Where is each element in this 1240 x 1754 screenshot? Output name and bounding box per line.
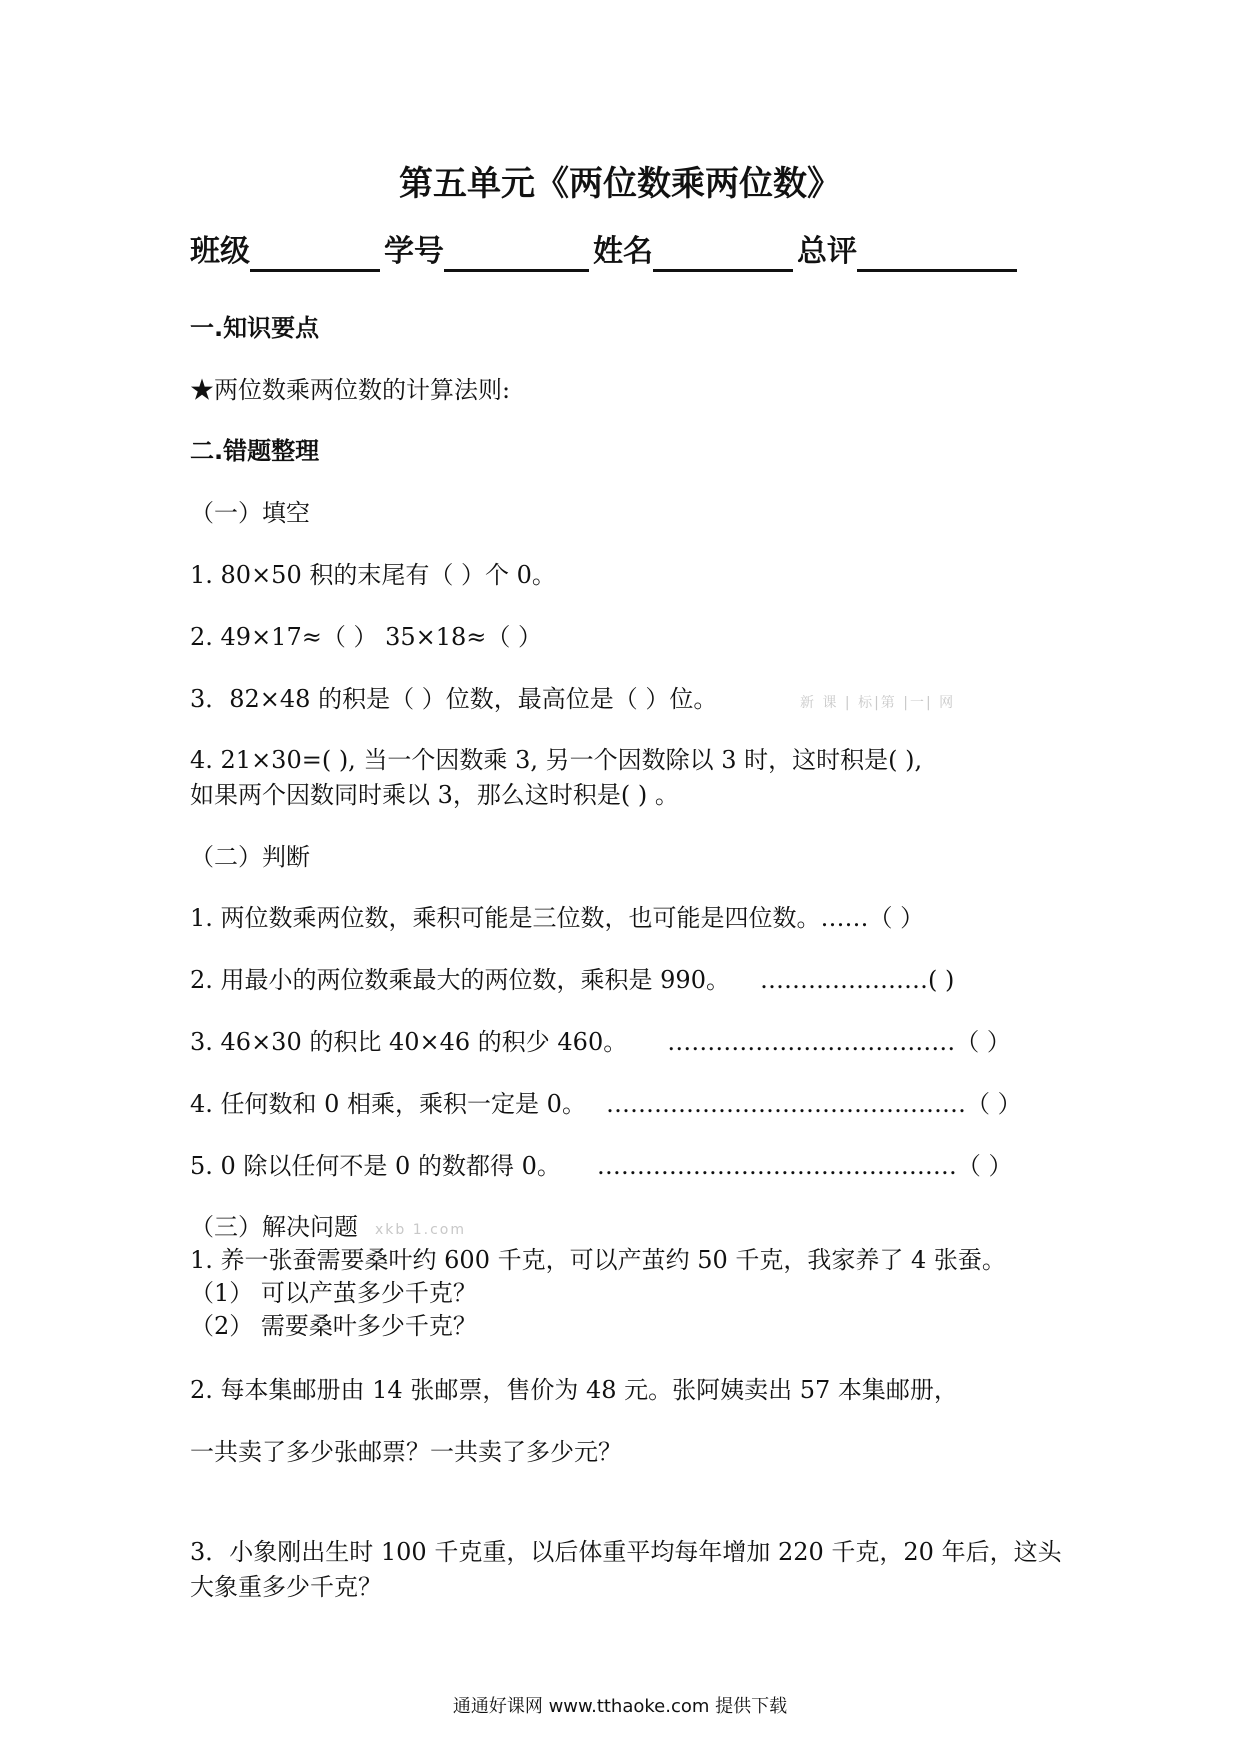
answer-parentheses: （ ） [956, 1152, 1013, 1180]
section2-heading: 二.错题整理 [190, 437, 320, 465]
judge-heading: （二）判断 [190, 843, 310, 871]
score-label: 总评 [797, 234, 857, 269]
problem-1-sub-2: （2） 需要桑叶多少千克？ [190, 1312, 477, 1340]
student-info-row [190, 232, 1021, 272]
class-label: 班级 [190, 234, 250, 269]
judge-item [190, 965, 954, 995]
judge-item-text: 1. 两位数乘两位数，乘积可能是三位数，也可能是四位数。 [190, 904, 821, 932]
answer-parentheses: ( ) [927, 966, 955, 994]
watermark-2: xkb 1.com [375, 1222, 466, 1238]
leader-dots: …… [820, 904, 869, 932]
fill-question-3: 3．82×48 的积是（ ）位数，最高位是（ ）位。 [190, 685, 718, 713]
fill-question-4-line2: 如果两个因数同时乘以 3，那么这时积是( ) 。 [190, 781, 679, 809]
leader-dots: ……………………………………… [605, 1090, 966, 1118]
judge-item-text: 3. 46×30 的积比 40×46 的积少 460。 [190, 1028, 628, 1056]
solve-heading: （三）解决问题 [190, 1213, 358, 1241]
fill-question-2: 2. 49×17≈（ ） 35×18≈（ ） [190, 623, 543, 651]
page-title: 第五单元《两位数乘两位数》 [399, 164, 841, 204]
problem-1: 1. 养一张蚕需要桑叶约 600 千克，可以产茧约 50 千克，我家养了 4 张蚕。 [190, 1246, 1006, 1274]
judge-item [190, 1089, 1022, 1119]
judge-item-text: 5. 0 除以任何不是 0 的数都得 0。 [190, 1152, 561, 1180]
footer: 通通好课网 www.tthaoke.com 提供下载 [452, 1696, 788, 1717]
problem-1-sub-1: （1） 可以产茧多少千克？ [190, 1279, 477, 1307]
judge-item [190, 903, 924, 933]
judge-item [190, 1151, 1013, 1181]
answer-parentheses: （ ） [868, 904, 925, 932]
problem-3-line1: 3．小象刚出生时 100 千克重，以后体重平均每年增加 220 千克，20 年后，这头 [190, 1538, 1062, 1566]
name-label: 姓名 [593, 234, 653, 269]
judge-item-text: 2. 用最小的两位数乘最大的两位数，乘积是 990。 [190, 966, 730, 994]
problem-3-line2: 大象重多少千克？ [190, 1573, 382, 1601]
answer-parentheses: （ ） [955, 1028, 1011, 1056]
problem-2-line1: 2. 每本集邮册由 14 张邮票，售价为 48 元。张阿姨卖出 57 本集邮册， [190, 1376, 958, 1404]
watermark-1: 新 课 | 标|第 |一| 网 [800, 695, 956, 711]
judge-item [190, 1027, 1011, 1057]
fill-question-1: 1. 80×50 积的末尾有（ ）个 0。 [190, 561, 556, 589]
judge-item-text: 4. 任何数和 0 相乘，乘积一定是 0。 [190, 1090, 586, 1118]
number-blank [444, 235, 589, 272]
section1-heading: 一.知识要点 [190, 314, 320, 342]
knowledge-point: ★两位数乘两位数的计算法则: [190, 376, 511, 404]
score-blank [857, 235, 1017, 272]
fill-question-4-line1: 4. 21×30=( ), 当一个因数乘 3, 另一个因数除以 3 时，这时积是( ), [190, 746, 923, 774]
problem-2-line2: 一共卖了多少张邮票？一共卖了多少元？ [190, 1438, 622, 1466]
leader-dots: ……………………………… [667, 1028, 956, 1056]
name-blank [653, 235, 793, 272]
class-blank [250, 235, 380, 272]
number-label: 学号 [384, 234, 444, 269]
answer-parentheses: （ ） [965, 1090, 1022, 1118]
leader-dots: ……………………………………… [596, 1152, 957, 1180]
fill-heading: （一）填空 [190, 499, 310, 527]
leader-dots: ………………… [759, 966, 928, 994]
